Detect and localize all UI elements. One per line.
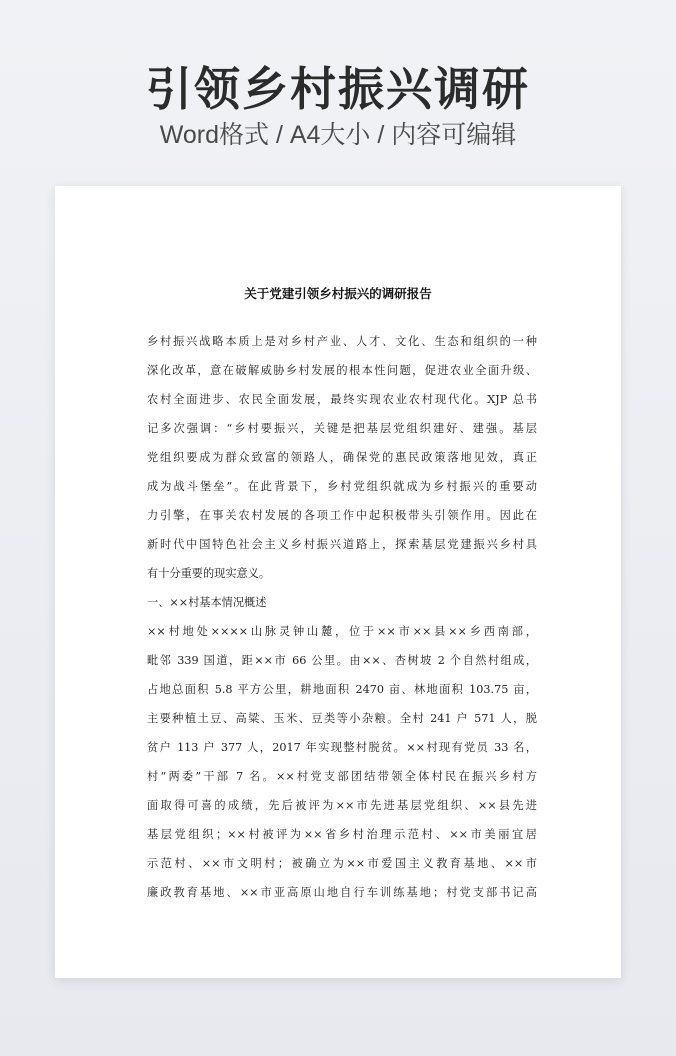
document-line: 基层党组织；××村被评为××省乡村治理示范村、××市美丽宜居 [147, 828, 537, 841]
document-line: 力引擎，在事关农村发展的各项工作中起积极带头引领作用。因此在 [147, 509, 537, 522]
document-line: 主要种植土豆、高粱、玉米、豆类等小杂粮。全村 241 户 571 人，脱 [147, 712, 537, 725]
document-line: 成为战斗堡垒”。在此背景下，乡村党组织就成为乡村振兴的重要动 [147, 480, 537, 493]
document-page [55, 186, 621, 978]
document-line: 贫户 113 户 377 人，2017 年实现整村脱贫。××村现有党员 33 名， [147, 741, 537, 754]
document-line: 毗邻 339 国道，距××市 66 公里。由××、杏树坡 2 个自然村组成， [147, 654, 537, 667]
document-line: 记多次强调：“乡村要振兴，关键是把基层党组织建好、建强。基层 [147, 422, 537, 435]
document-line: 示范村、××市文明村；被确立为××市爱国主义教育基地、××市 [147, 857, 537, 870]
document-line: 农村全面进步、农民全面发展，最终实现农业农村现代化。XJP 总书 [147, 393, 537, 406]
document-line: 一、××村基本情况概述 [147, 596, 267, 609]
document-line: 廉政教育基地、××市亚高原山地自行车训练基地；村党支部书记高 [147, 886, 537, 899]
page-title: 引领乡村振兴调研 [146, 62, 530, 116]
document-line: 新时代中国特色社会主义乡村振兴道路上，探索基层党建振兴乡村具 [147, 538, 537, 551]
document-line: 占地总面积 5.8 平方公里，耕地面积 2470 亩、林地面积 103.75 亩， [147, 683, 537, 696]
document-line: 党组织要成为群众致富的领路人，确保党的惠民政策落地见效，真正 [147, 451, 537, 464]
document-body [147, 327, 537, 907]
document-line: 深化改革，意在破解威胁乡村发展的根本性问题，促进农业全面升级、 [147, 364, 537, 377]
document-line: 面取得可喜的成绩，先后被评为××市先进基层党组织、××县先进 [147, 799, 537, 812]
page-subtitle: Word格式 / A4大小 / 内容可编辑 [159, 121, 517, 149]
document-line: ××村地处××××山脉灵钟山麓，位于××市××县××乡西南部， [147, 625, 537, 638]
document-line: 村“两委”干部 7 名。××村党支部团结带领全体村民在振兴乡村方 [147, 770, 537, 783]
document-title: 关于党建引领乡村振兴的调研报告 [244, 286, 432, 301]
document-line: 有十分重要的现实意义。 [147, 567, 271, 580]
document-line: 乡村振兴战略本质上是对乡村产业、人才、文化、生态和组织的一种 [147, 335, 537, 348]
